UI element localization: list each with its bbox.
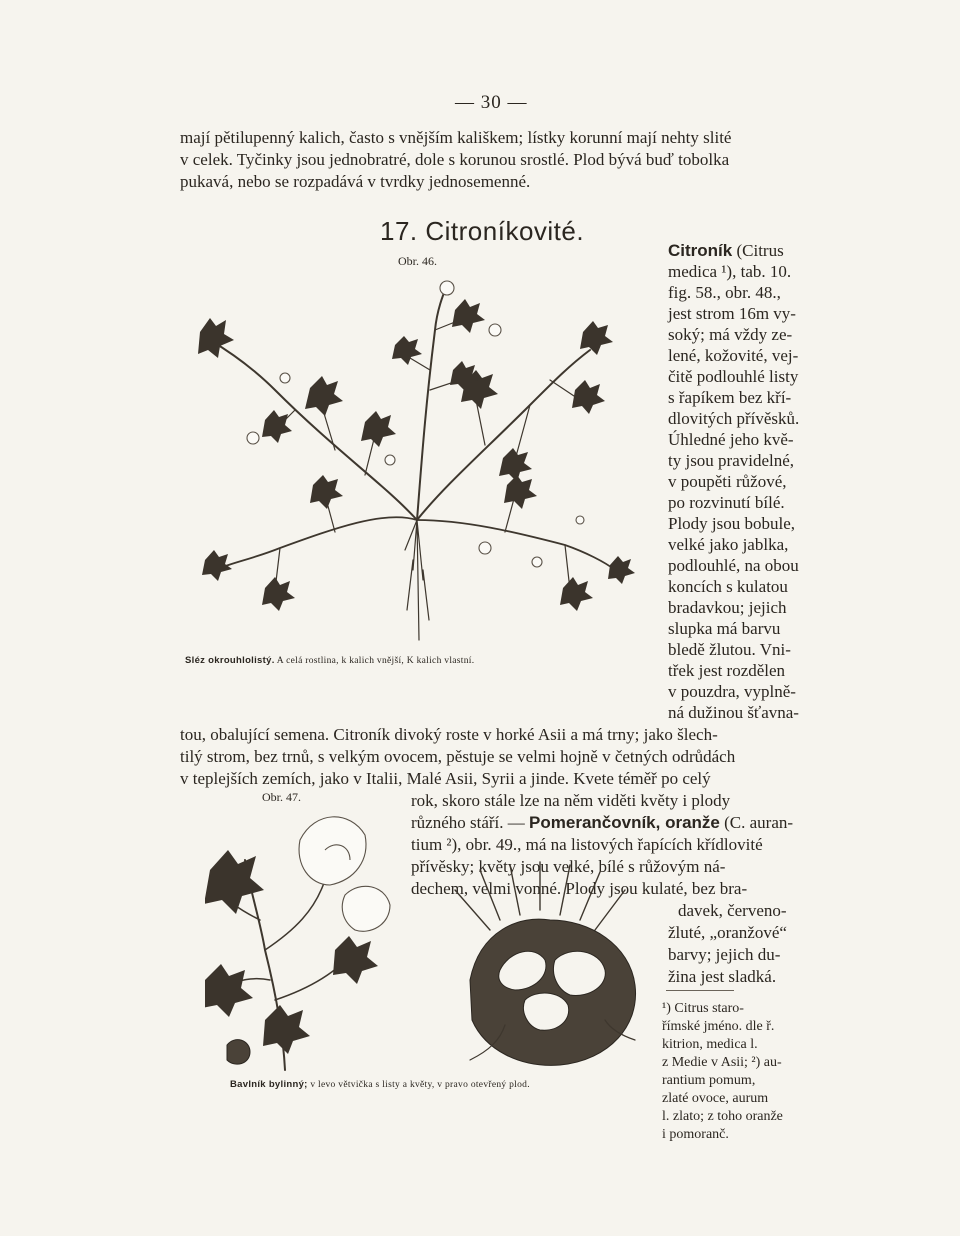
text-line: různého stáří. —	[411, 813, 530, 832]
figure-46-caption	[185, 655, 474, 666]
figure-47-caption	[230, 1079, 530, 1090]
text-line: bradavkou; jejich	[668, 598, 787, 617]
cotton-branch-illustration	[205, 800, 410, 1078]
text-line: žluté, „oranžové“	[668, 923, 787, 942]
footnote-line: l. zlato; z toho oranže	[662, 1109, 783, 1124]
figure-46-caption-text: A celá rostlina, k kalich vnější, K kalich vlastní.	[274, 656, 475, 666]
text-line: třek jest rozdělen	[668, 661, 786, 680]
text-line: (Citrus	[732, 241, 784, 260]
text-line: v pouzdra, vyplně-	[668, 682, 796, 701]
text-line: po rozvinutí bílé.	[668, 493, 785, 512]
text-line: medica ¹), tab. 10.	[668, 262, 792, 281]
footnote-line: rantium pomum,	[662, 1073, 756, 1088]
term-pomerancovnik: Pomerančovník, oranže	[529, 813, 720, 832]
cotton-boll-illustration	[440, 860, 665, 1080]
text-line: Úhledné jeho kvě-	[668, 430, 794, 449]
text-line: přívěsky; květy jsou velké, bílé s růžovým ná-	[411, 857, 726, 876]
text-line: dechem, velmi vonné. Plody jsou kulaté, bez bra-	[411, 879, 748, 898]
footnote-line: římské jméno. dle ř.	[662, 1019, 775, 1034]
text-line: v teplejších zemích, jako v Italii, Malé Asii, Syrii a jinde. Kvete téměř po celý	[180, 769, 711, 788]
text-line: rok, skoro stále lze na něm viděti květy i plody	[411, 791, 731, 810]
figure-47-label: Obr. 47.	[262, 790, 301, 804]
footnote-divider	[666, 990, 734, 991]
intro-line: v celek. Tyčinky jsou jednobratré, dole s korunou srostlé. Plod bývá buď tobolka	[180, 150, 730, 169]
footnote-line: z Medie v Asii; ²) au-	[662, 1055, 782, 1070]
text-line: koncích s kulatou	[668, 577, 788, 596]
footnote-line: kitrion, medica l.	[662, 1037, 758, 1052]
text-line: barvy; jejich du-	[668, 945, 781, 964]
text-line: v poupěti růžové,	[668, 472, 787, 491]
text-line: ná dužinou šťavna-	[668, 703, 799, 722]
figure-46-label: Obr. 46.	[398, 254, 437, 268]
text-line: čitě podlouhlé listy	[668, 367, 799, 386]
text-line: dlovitých přívěsků.	[668, 409, 800, 428]
text-line: žina jest sladká.	[668, 967, 777, 986]
text-line: soký; má vždy ze-	[668, 325, 793, 344]
figure-47-caption-text: v levo větvička s listy a květy, v pravo otevřený plod.	[307, 1080, 530, 1090]
text-line: velké jako jablka,	[668, 535, 789, 554]
footnote-line: zlaté ovoce, aurum	[662, 1091, 769, 1106]
text-line: bledě žlutou. Vni-	[668, 640, 791, 659]
text-line: tilý strom, bez trnů, s velkým ovocem, pěstuje se velmi hojně v četných odrůdách	[180, 747, 736, 766]
footnote-line: ¹) Citrus staro-	[662, 1001, 744, 1016]
mallow-plant-illustration	[185, 270, 655, 662]
text-line: Plody jsou bobule,	[668, 514, 796, 533]
text-line: jest strom 16m vy-	[668, 304, 796, 323]
intro-line: pukavá, nebo se rozpadává v tvrdky jednosemenné.	[180, 172, 531, 191]
section-heading: 17. Citroníkovité.	[380, 216, 585, 246]
text-line: lené, kožovité, vej-	[668, 346, 799, 365]
text-line: davek, červeno-	[678, 901, 787, 920]
text-line: ty jsou pravidelné,	[668, 451, 795, 470]
text-line: tium ²), obr. 49., má na listových řapících křídlovité	[411, 835, 763, 854]
intro-line: mají pětilupenný kalich, často s vnějším kališkem; lístky korunní mají nehty slité	[180, 128, 732, 147]
term-citronik: Citroník	[668, 241, 733, 260]
figure-46-caption-bold: Sléz okrouhlolistý.	[185, 655, 275, 666]
footnote-line: i pomoranč.	[662, 1127, 729, 1142]
page-number: — 30 —	[455, 92, 528, 113]
text-line: s řapíkem bez kří-	[668, 388, 792, 407]
text-line: podlouhlé, na obou	[668, 556, 799, 575]
text-line: (C. auran-	[719, 813, 794, 832]
text-line: fig. 58., obr. 48.,	[668, 283, 781, 302]
text-line: slupka má barvu	[668, 619, 781, 638]
text-line: tou, obalující semena. Citroník divoký roste v horké Asii a má trny; jako šlech-	[180, 725, 718, 744]
figure-47-caption-bold: Bavlník bylinný;	[230, 1079, 308, 1090]
